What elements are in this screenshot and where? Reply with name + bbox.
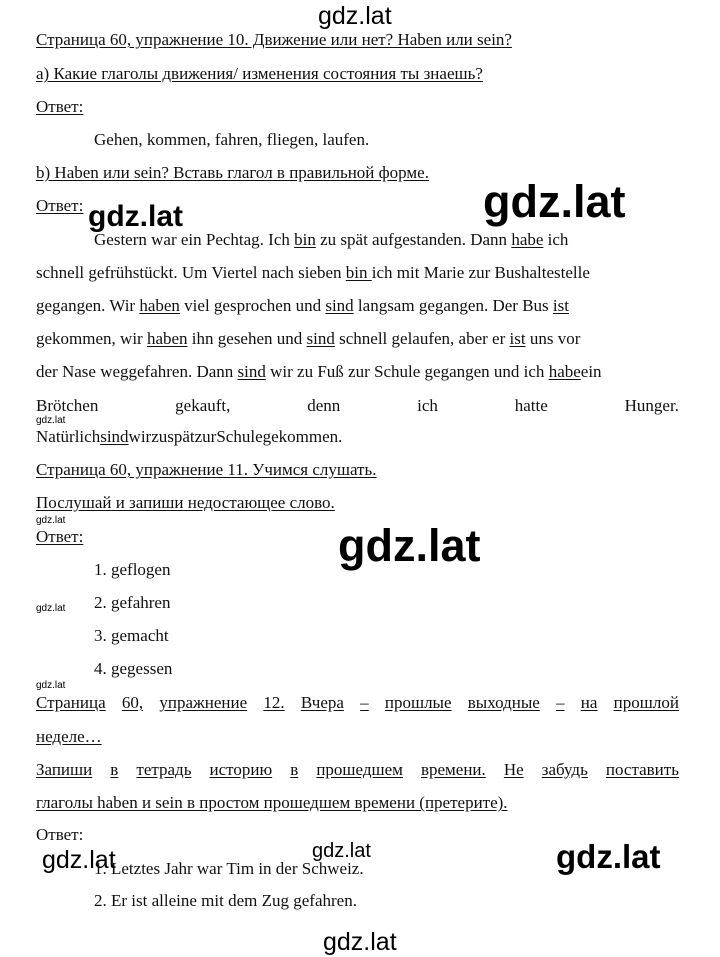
text-fragment: langsam gegangen. Der Bus — [353, 296, 553, 315]
verb-answer: ist — [552, 296, 569, 315]
verb-answer: haben — [139, 296, 180, 315]
ex11-item-3: 3. gemacht — [94, 626, 169, 645]
ex11-item-4: 4. gegessen — [94, 659, 173, 678]
text-fragment: Gestern war ein Pechtag. Ich — [94, 230, 295, 249]
verb-answer: haben — [146, 329, 188, 348]
text-word: denn — [307, 396, 341, 415]
ex10-text-line-4 — [36, 329, 679, 349]
heading-word: прошлой — [613, 693, 679, 712]
verb-answer: habe — [511, 230, 544, 249]
heading-word: 60, — [121, 693, 144, 712]
task-word: времени. — [420, 760, 486, 779]
text-fragment: ihn gesehen und — [187, 329, 307, 348]
ex12-task-line-2: глаголы haben и sein в простом прошедшем времени (претерите). — [36, 793, 508, 812]
watermark-bottom-left: gdz.lat — [42, 846, 116, 874]
text-fragment: wirzuspätzurSchulegekommen. — [128, 427, 343, 446]
heading-word: упражнение — [159, 693, 248, 712]
verb-answer: bin — [294, 230, 316, 249]
watermark-center-large: gdz.lat — [338, 520, 481, 571]
heading-word: 12. — [263, 693, 285, 712]
watermark-small-1: gdz.lat — [36, 415, 66, 426]
ex12-heading-line-2: неделе… — [36, 727, 102, 746]
text-fragment: zu spät aufgestanden. Dann — [315, 230, 512, 249]
ex12-item-1: 1. Letztes Jahr war Tim in der Schweiz. — [94, 859, 364, 878]
ex10-answer-a: Gehen, kommen, fahren, fliegen, laufen. — [94, 130, 370, 149]
text-word: Brötchen — [36, 396, 99, 415]
ex11-item-2: 2. gefahren — [94, 593, 171, 612]
heading-word: выходные — [467, 693, 540, 712]
heading-word: Вчера — [300, 693, 344, 712]
task-word: Запиши — [36, 760, 93, 779]
text-word: ich — [417, 396, 438, 415]
text-word: hatte — [514, 396, 548, 415]
verb-answer: habe — [548, 362, 581, 381]
task-word: в — [290, 760, 299, 779]
ex10-text-line-5 — [36, 362, 679, 382]
heading-word: Страница — [36, 693, 106, 712]
verb-answer: bin — [345, 263, 372, 282]
ex12-heading-line-1 — [36, 693, 679, 713]
ex11-item-1: 1. geflogen — [94, 560, 171, 579]
watermark-small-3: gdz.lat — [36, 603, 66, 614]
ex10-text-line-7 — [36, 427, 679, 447]
text-fragment: schnell gefrühstückt. Um Viertel nach sieben — [36, 263, 346, 282]
watermark-top: gdz.lat — [318, 2, 392, 30]
watermark-right-large: gdz.lat — [483, 176, 626, 227]
task-word: Не — [503, 760, 524, 779]
text-fragment: ein — [580, 362, 602, 381]
watermark-small-4: gdz.lat — [36, 680, 66, 691]
watermark-small-2: gdz.lat — [36, 515, 66, 526]
task-word: поставить — [605, 760, 679, 779]
task-word: тетрадь — [136, 760, 192, 779]
watermark-bottom-mid: gdz.lat — [312, 840, 371, 862]
ex10-text-line-2 — [36, 263, 679, 283]
ex10-text-line-6 — [36, 396, 679, 416]
heading-word: – — [556, 693, 565, 712]
text-fragment: wir zu Fuß zur Schule gegangen und ich — [265, 362, 549, 381]
ex10-text-line-3 — [36, 296, 679, 316]
text-fragment: ich — [543, 230, 569, 249]
text-fragment: gegangen. Wir — [36, 296, 140, 315]
watermark-left-large: gdz.lat — [88, 200, 183, 233]
ex11-answer-label: Ответ: — [36, 527, 84, 546]
text-word: Hunger. — [624, 396, 679, 415]
verb-answer: sind — [100, 427, 129, 446]
verb-answer: sind — [237, 362, 266, 381]
task-word: забудь — [541, 760, 588, 779]
heading-word: – — [360, 693, 369, 712]
ex10-answer-label-a: Ответ: — [36, 97, 84, 116]
heading-word: на — [580, 693, 598, 712]
verb-answer: sind — [306, 329, 335, 348]
ex10-text-line-1 — [36, 230, 679, 250]
ex11-heading: Страница 60, упражнение 11. Учимся слушать. — [36, 460, 377, 479]
text-fragment: ich mit Marie zur Bushaltestelle — [371, 263, 590, 282]
ex10-task-a: а) Какие глаголы движения/ изменения состояния ты знаешь? — [36, 64, 483, 83]
verb-answer: ist — [509, 329, 526, 348]
ex11-task: Послушай и запиши недостающее слово. — [36, 493, 335, 512]
task-word: в — [110, 760, 119, 779]
ex10-heading: Страница 60, упражнение 10. Движение или нет? Haben или sein? — [36, 30, 512, 49]
heading-word: прошлые — [384, 693, 452, 712]
text-fragment: der Nase weggefahren. Dann — [36, 362, 238, 381]
verb-answer: sind — [325, 296, 354, 315]
text-word: gekauft, — [175, 396, 231, 415]
ex12-item-2: 2. Er ist alleine mit dem Zug gefahren. — [94, 891, 357, 910]
ex10-answer-label-b: Ответ: — [36, 196, 84, 215]
task-word: прошедшем — [316, 760, 403, 779]
task-word: историю — [209, 760, 273, 779]
text-fragment: schnell gelaufen, aber er — [334, 329, 510, 348]
text-fragment: uns vor — [525, 329, 581, 348]
text-fragment: viel gesprochen und — [179, 296, 326, 315]
ex12-answer-label: Ответ: — [36, 825, 84, 844]
ex10-task-b: b) Haben или sein? Вставь глагол в правильной форме. — [36, 163, 429, 182]
text-fragment: Natürlich — [36, 427, 101, 446]
text-fragment: gekommen, wir — [36, 329, 147, 348]
watermark-bottom-right: gdz.lat — [556, 838, 661, 875]
ex12-task-line-1 — [36, 760, 679, 780]
watermark-bottom: gdz.lat — [323, 928, 397, 956]
